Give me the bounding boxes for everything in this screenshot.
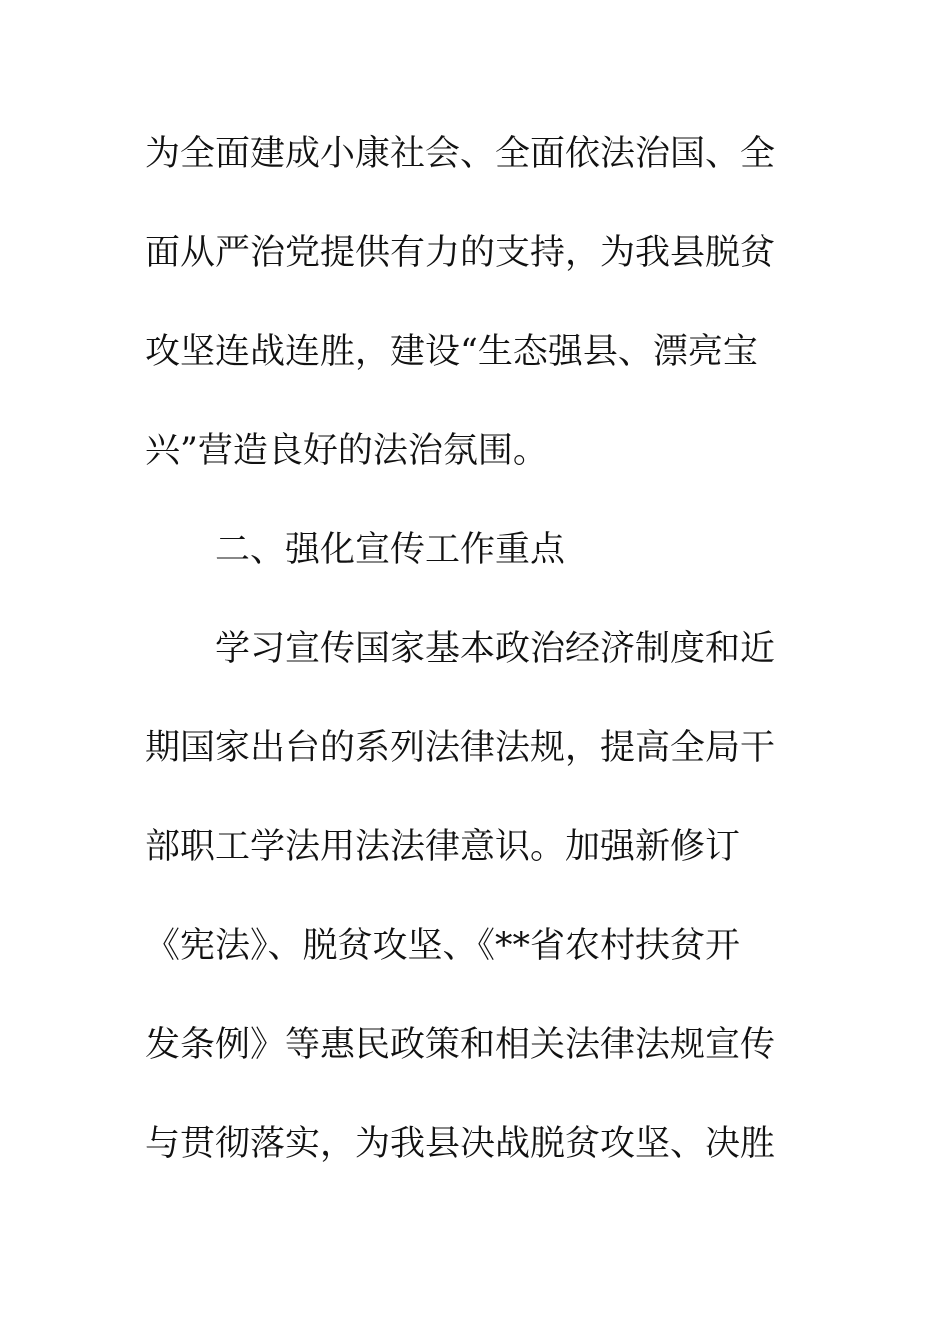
document-body [145, 122, 805, 1211]
paragraph-line-2: 面从严治党提供有力的支持，为我县脱贫 [145, 233, 776, 273]
paragraph-line-1: 为全面建成小康社会、全面依法治国、全 [145, 134, 776, 174]
paragraph-line-8: 部职工学法用法法律意识。加强新修订 [145, 827, 741, 867]
paragraph-line-10: 发条例》等惠民政策和相关法律法规宣传 [145, 1025, 776, 1065]
paragraph-line-6: 学习宣传国家基本政治经济制度和近 [215, 629, 776, 669]
paragraph-line-4: 兴”营造良好的法治氛围。 [145, 431, 548, 471]
paragraph-line-3: 攻坚连战连胜，建设“生态强县、漂亮宝 [145, 332, 758, 372]
paragraph-line-11: 与贯彻落实，为我县决战脱贫攻坚、决胜 [145, 1124, 776, 1164]
section-heading: 二、强化宣传工作重点 [215, 530, 566, 570]
paragraph-line-7: 期国家出台的系列法律法规，提高全局干 [145, 728, 776, 768]
paragraph-line-9: 《宪法》、脱贫攻坚、《**省农村扶贫开 [145, 926, 741, 966]
